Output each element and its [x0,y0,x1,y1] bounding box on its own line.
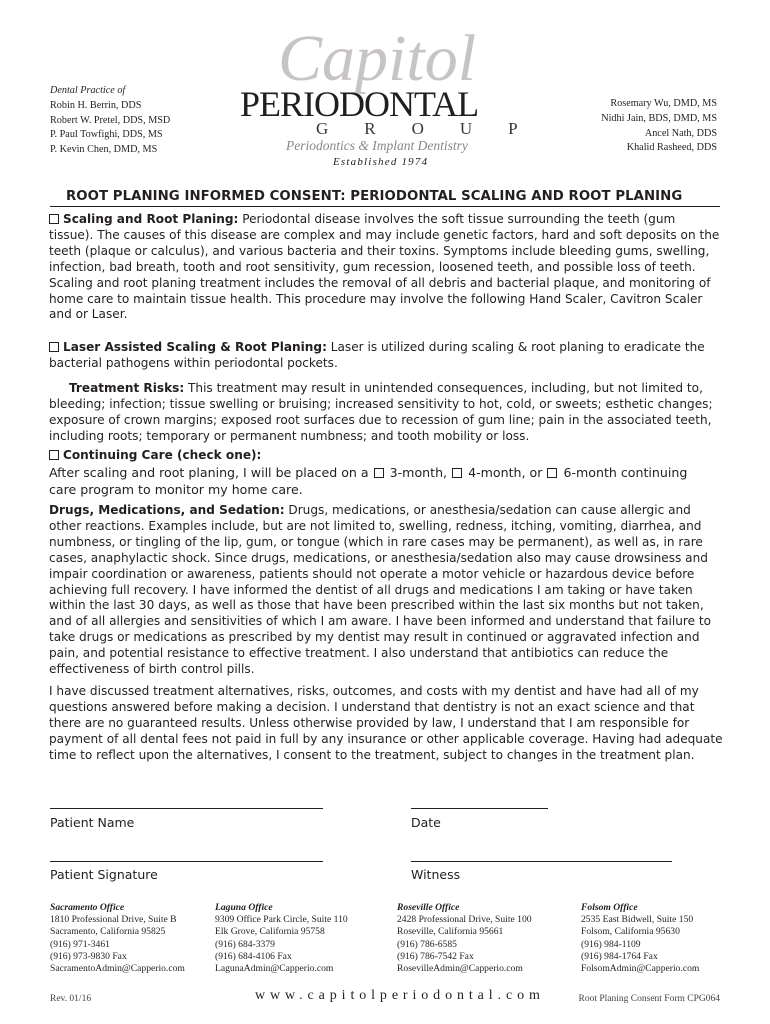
doctor-name: Ancel Nath, DDS [644,127,717,139]
section-drugs [49,503,723,678]
witness-label: Witness [411,867,461,882]
drugs-heading: Drugs, Medications, and Sedation: [49,503,285,517]
scaling-text: Periodontal disease involves the soft tissue surrounding the teeth (gum tissue). The causes of this disease are complex and may include genetic factors, hard and soft deposits on the teeth (plaque or calculus), and various bacteria and their toxins. Symptoms include bleeding gums, swelling, infection, bad breath, tooth and root sensitivity, gum recession, loosened teeth, and possible loss of teeth. Scaling and root planing treatment includes the removal of all debris and bacterial plaque, and monitoring of home care to maintain tissue health. This procedure may involve the following Hand Scaler, Cavitron Scaler and or Laser. [49,212,720,322]
practice-intro: Dental Practice of [50,85,126,96]
revision-label: Rev. 01/16 [50,994,92,1004]
office-line: Elk Grove, California 95758 [215,926,325,938]
office-name: Sacramento Office [50,902,125,913]
section-continuing-care [49,448,723,498]
doctors-right-list [601,97,717,156]
care-text-after: care program to monitor my home care. [49,481,303,497]
risks-text: This treatment may result in unintended consequences, including, but not limited to, bleeding; infection; tissue swelling or bruising; increased sensitivity to hot, cold, or sweets; esthetic changes; exposure of crown margins; exposed root surfaces due to recession of gum line; pain in the associated teeth, including roots; temporary or permanent numbness; and tooth mobility or loss. [49,381,713,443]
option-4-month-label: 4-month, or [468,464,543,480]
office-laguna [215,902,348,975]
form-id: Root Planing Consent Form CPG064 [578,994,720,1004]
office-line: 2428 Professional Drive, Suite 100 [397,914,532,926]
logo-main: PERIODONTAL [240,84,479,124]
doctor-name: P. Kevin Chen, DMD, MS [50,144,158,156]
scaling-heading: Scaling and Root Planing: [63,212,239,226]
risks-heading: Treatment Risks: [69,381,185,395]
office-line: 2535 East Bidwell, Suite 150 [581,914,694,926]
doctor-name: Khalid Rasheed, DDS [626,142,717,154]
date-label: Date [411,815,441,830]
date-line[interactable] [411,808,548,809]
doctor-name: Nidhi Jain, BDS, DMD, MS [601,112,717,124]
section-laser [49,340,723,372]
doctor-name: Robin H. Berrin, DDS [50,99,142,111]
office-line: (916) 984-1764 Fax [581,950,658,962]
drugs-text: Drugs, medications, or anesthesia/sedation can cause allergic and other reactions. Examples include, but are not limited to, swelling, redness, itching, vomiting, diarrhea, and numbness, or tingling of the lip, gum, or tongue (which in rare cases may be permanent), as well as, in rare cases, anaphylactic shock. Since drugs, medications, or anesthesia/sedation also may cause drowsiness and impair coordination or awareness, patients should not operate a motor vehicle or hazardous device before achieving full recovery. I have informed the dentist of all drugs and medications I am taking or have taken within the last 30 days, as well as those that have been prescribed within the last six months but not taken, and of all allergies and sensitivities of which I am aware. I have been informed and understand that failure to take drugs or medications as prescribed by my dentist may result in continued or aggravated infection and pain, and potential resistance to effective treatment. I also understand that antibiotics can reduce the effectiveness of birth control pills. [49,503,711,677]
office-line: Folsom, California 95630 [581,926,680,938]
doctor-name: Rosemary Wu, DMD, MS [610,98,717,109]
office-roseville [397,902,532,975]
office-line: (916) 984-1109 [581,938,641,950]
option-6-month-checkbox[interactable] [547,468,557,478]
option-3-month-checkbox[interactable] [374,468,384,478]
laser-text: Laser is utilized during scaling & root planing to eradicate the bacterial pathogens within periodontal pockets. [49,340,705,370]
website-link[interactable]: www.capitolperiodontal.com [255,988,545,1003]
office-email: RosevilleAdmin@Capperio.com [397,963,523,975]
office-line: 1810 Professional Drive, Suite B [50,914,177,926]
patient-signature-line[interactable] [50,861,323,862]
office-line: (916) 684-3379 [215,938,275,950]
logo-group: GROUP [316,119,554,138]
office-email: SacramentoAdmin@Capperio.com [50,963,185,975]
title-divider [50,206,720,207]
patient-name-label: Patient Name [50,815,135,830]
office-email: LagunaAdmin@Capperio.com [215,963,334,975]
office-line: (916) 786-6585 [397,938,457,950]
option-4-month-checkbox[interactable] [452,468,462,478]
office-line: (916) 684-4106 Fax [215,950,292,962]
office-sacramento [50,902,185,975]
office-line: (916) 786-7542 Fax [397,950,474,962]
office-email: FolsomAdmin@Capperio.com [581,963,700,975]
care-heading: Continuing Care (check one): [63,448,262,462]
laser-heading: Laser Assisted Scaling & Root Planing: [63,340,327,354]
patient-signature-label: Patient Signature [50,867,158,882]
office-line: Sacramento, California 95825 [50,926,166,938]
closing-text: I have discussed treatment alternatives, risks, outcomes, and costs with my dentist and have had all of my questions answered before making a decision. I understand that dentistry is not an exact science and that there are no guaranteed results. Unless otherwise provided by law, I understand that I am responsible for payment of all dental fees not paid in full by any insurance or other applicable coverage. Having had adequate time to reflect upon the alternatives, I consent to the treatment, subject to changes in the treatment plan. [49,684,723,762]
office-name: Laguna Office [215,902,273,913]
office-line: 9309 Office Park Circle, Suite 110 [215,914,348,926]
office-name: Roseville Office [397,902,460,913]
section-risks [49,381,723,445]
office-line: Roseville, California 95661 [397,926,504,938]
laser-checkbox[interactable] [49,342,59,352]
option-6-month-label: 6-month continuing [563,464,688,480]
care-checkbox[interactable] [49,450,59,460]
doctor-name: Robert W. Pretel, DDS, MSD [50,114,171,126]
office-line: (916) 971-3461 [50,938,110,950]
option-3-month-label: 3-month, [389,464,448,480]
care-text-before: After scaling and root planing, I will be placed on a [49,464,373,480]
section-scaling [49,212,723,323]
doctors-left-list [50,84,170,158]
document-title: ROOT PLANING INFORMED CONSENT: PERIODONTAL SCALING AND ROOT PLANING [66,189,683,204]
witness-line[interactable] [411,861,672,862]
office-line: (916) 973-9830 Fax [50,950,127,962]
established-line: Established 1974 [333,156,429,168]
scaling-checkbox[interactable] [49,214,59,224]
logo-tagline: Periodontics & Implant Dentistry [286,138,468,153]
office-name: Folsom Office [581,902,638,913]
patient-name-line[interactable] [50,808,323,809]
doctor-name: P. Paul Towfighi, DDS, MS [50,129,163,141]
office-folsom [581,902,699,975]
section-closing [49,684,723,764]
logo-script-text: Capitol [278,22,477,95]
